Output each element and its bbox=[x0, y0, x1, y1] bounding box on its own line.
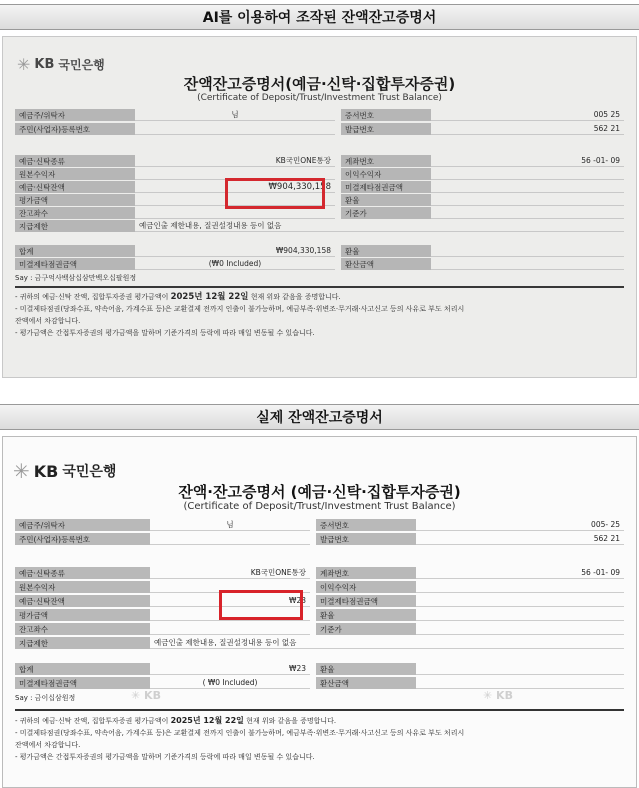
label-balance: 예금·신탁잔액 bbox=[15, 181, 135, 193]
label-cert-no: 증서번호 bbox=[316, 519, 416, 531]
note3: - 평가금액은 간접투자증권의 평가금액을 말하며 기준가격의 등락에 따라 매일 변동될 수 있습니다. bbox=[15, 329, 315, 337]
doc-subtitle-real: (Certificate of Deposit/Trust/Investment Trust Balance) bbox=[183, 501, 456, 512]
certificate-real bbox=[2, 436, 637, 788]
value-cert-no: 005 25 bbox=[431, 109, 624, 121]
label-uncleared: 미결제타점권금액 bbox=[15, 258, 135, 270]
logo-kb-text-real: KB bbox=[33, 461, 59, 481]
note2b: 잔액에서 차감합니다. bbox=[15, 741, 81, 749]
notes bbox=[15, 291, 624, 339]
banner-real bbox=[0, 404, 639, 430]
label-rrn: 주민(사업자)등록번호 bbox=[15, 533, 150, 545]
label-fx-amount: 환산금액 bbox=[316, 677, 416, 689]
label-uncleared2: 미결제타점권금액 bbox=[316, 595, 416, 607]
kb-logo bbox=[17, 55, 105, 74]
value-base-price bbox=[431, 207, 624, 219]
say-text: Say : 금구억사백삼십삼만백오십팔원정 bbox=[15, 274, 137, 282]
value-uncleared: (₩0 Included) bbox=[135, 258, 335, 270]
label-type: 예금·신탁종류 bbox=[15, 567, 150, 579]
notes bbox=[15, 715, 624, 763]
label-balance: 예금·신탁잔액 bbox=[15, 595, 150, 607]
value-fx bbox=[416, 609, 624, 621]
note1-pre: - 귀하의 예금·신탁 잔액, 집합투자증권 평가금액이 bbox=[15, 717, 169, 725]
value-fx bbox=[431, 194, 624, 206]
label-fx: 환율 bbox=[341, 194, 431, 206]
label-principal-beneficiary: 원본수익자 bbox=[15, 581, 150, 593]
label-holder: 예금주/위탁자 bbox=[15, 109, 135, 121]
note1-date: 2025년 12월 22일 bbox=[170, 292, 249, 302]
value-profit-beneficiary bbox=[431, 168, 624, 180]
label-fx-total: 환율 bbox=[341, 245, 431, 257]
label-base-price: 기준가 bbox=[341, 207, 431, 219]
value-count bbox=[150, 623, 310, 635]
value-total: ₩904,330,158 bbox=[135, 245, 335, 257]
value-holder: 님 bbox=[150, 519, 310, 531]
value-total: ₩23 bbox=[150, 663, 310, 675]
say-text: Say : 금이십삼원정 bbox=[15, 694, 76, 702]
value-fx-amount bbox=[416, 677, 624, 689]
label-issue-no: 발급번호 bbox=[316, 533, 416, 545]
label-holder: 예금주/위탁자 bbox=[15, 519, 150, 531]
doc-subtitle: (Certificate of Deposit/Trust/Investment Trust Balance) bbox=[197, 93, 442, 103]
label-total: 합계 bbox=[15, 245, 135, 257]
value-restriction: 예금인출 제한내용, 질권설정내용 등이 없음 bbox=[135, 220, 624, 232]
watermark-seal: ✳ KB bbox=[131, 689, 161, 702]
note2: - 미결제타점권(당좌수표, 약속어음, 가계수표 등)은 교환결제 전까지 인출이 불가능하며, 예금부족·위변조·무거래·사고신고 등의 사유로 부도 처리시 bbox=[15, 305, 465, 313]
label-profit-beneficiary: 이익수익자 bbox=[341, 168, 431, 180]
kb-star-icon-real: ✳ bbox=[13, 459, 30, 483]
value-uncleared: ( ₩0 Included) bbox=[150, 677, 310, 689]
label-cert-no: 증서번호 bbox=[341, 109, 431, 121]
label-count: 잔고좌수 bbox=[15, 623, 150, 635]
value-account-no: 56 -01- 09 bbox=[416, 567, 624, 579]
note2b: 잔액에서 차감합니다. bbox=[15, 317, 81, 325]
label-account-no: 계좌번호 bbox=[316, 567, 416, 579]
value-uncleared2 bbox=[431, 181, 624, 193]
label-base-price: 기준가 bbox=[316, 623, 416, 635]
value-balance: ₩904,330,158 bbox=[135, 181, 335, 193]
highlight-box bbox=[219, 590, 303, 620]
label-fx: 환율 bbox=[316, 609, 416, 621]
note1-pre: - 귀하의 예금·신탁 잔액, 집합투자증권 평가금액이 bbox=[15, 293, 169, 301]
doc-title: 잔액잔고증명서(예금·신탁·집합투자증권) bbox=[183, 75, 456, 93]
value-balance: ₩23 bbox=[150, 595, 310, 607]
value-holder: 님 bbox=[135, 109, 335, 121]
value-cert-no: 005- 25 bbox=[416, 519, 624, 531]
separator bbox=[15, 709, 624, 711]
highlight-box bbox=[225, 178, 325, 209]
logo-bank-text-real: 국민은행 bbox=[62, 464, 117, 480]
watermark-seal-2: ✳ KB bbox=[483, 689, 513, 702]
note3: - 평가금액은 간접투자증권의 평가금액을 말하며 기준가격의 등락에 따라 매일 변동될 수 있습니다. bbox=[15, 753, 315, 761]
value-uncleared2 bbox=[416, 595, 624, 607]
value-type: KB국민ONE통장 bbox=[135, 155, 335, 167]
label-uncleared: 미결제타점권금액 bbox=[15, 677, 150, 689]
banner-ai-forged bbox=[0, 4, 639, 30]
value-issue-no: 562 21 bbox=[431, 123, 624, 135]
label-valuation: 평가금액 bbox=[15, 194, 135, 206]
label-fx-amount: 환산금액 bbox=[341, 258, 431, 270]
value-base-price bbox=[416, 623, 624, 635]
label-fx-total: 환율 bbox=[316, 663, 416, 675]
label-issue-no: 발급번호 bbox=[341, 123, 431, 135]
doc-title-real: 잔액·잔고증명서 (예금·신탁·집합투자증권) bbox=[178, 483, 461, 501]
note1-post: 현재 위와 같음을 증명합니다. bbox=[246, 717, 337, 725]
value-restriction: 예금인출 제한내용, 질권설정내용 등이 없음 bbox=[150, 637, 624, 649]
value-rrn bbox=[135, 123, 335, 135]
separator bbox=[15, 286, 624, 288]
note2: - 미결제타점권(당좌수표, 약속어음, 가계수표 등)은 교환결제 전까지 인출이 불가능하며, 예금부족·위변조·무거래·사고신고 등의 사유로 부도 처리시 bbox=[15, 729, 465, 737]
label-rrn: 주민(사업자)등록번호 bbox=[15, 123, 135, 135]
label-restriction: 지급제한 bbox=[15, 637, 150, 649]
note1-post: 현재 위와 같음을 증명합니다. bbox=[250, 293, 341, 301]
label-profit-beneficiary: 이익수익자 bbox=[316, 581, 416, 593]
value-profit-beneficiary bbox=[416, 581, 624, 593]
value-type: KB국민ONE통장 bbox=[150, 567, 310, 579]
certificate-ai bbox=[2, 36, 637, 378]
value-fx-total bbox=[431, 245, 624, 257]
logo-bank-text: 국민은행 bbox=[58, 58, 105, 72]
label-account-no: 계좌번호 bbox=[341, 155, 431, 167]
value-fx-total bbox=[416, 663, 624, 675]
label-total: 합계 bbox=[15, 663, 150, 675]
label-restriction: 지급제한 bbox=[15, 220, 135, 232]
note1-date: 2025년 12월 22일 bbox=[170, 716, 244, 725]
kb-star-icon: ✳ bbox=[17, 55, 31, 74]
value-rrn bbox=[150, 533, 310, 545]
banner-ai-text: AI를 이용하여 조작된 잔액잔고증명서 bbox=[202, 10, 437, 26]
label-type: 예금·신탁종류 bbox=[15, 155, 135, 167]
value-issue-no: 562 21 bbox=[416, 533, 624, 545]
value-fx-amount bbox=[431, 258, 624, 270]
label-valuation: 평가금액 bbox=[15, 609, 150, 621]
label-count: 잔고좌수 bbox=[15, 207, 135, 219]
label-principal-beneficiary: 원본수익자 bbox=[15, 168, 135, 180]
label-uncleared2: 미결제타점권금액 bbox=[341, 181, 431, 193]
banner-real-text: 실제 잔액잔고증명서 bbox=[256, 410, 383, 426]
logo-kb-text: KB bbox=[34, 57, 55, 72]
kb-logo-real bbox=[13, 459, 116, 483]
value-account-no: 56 -01- 09 bbox=[431, 155, 624, 167]
